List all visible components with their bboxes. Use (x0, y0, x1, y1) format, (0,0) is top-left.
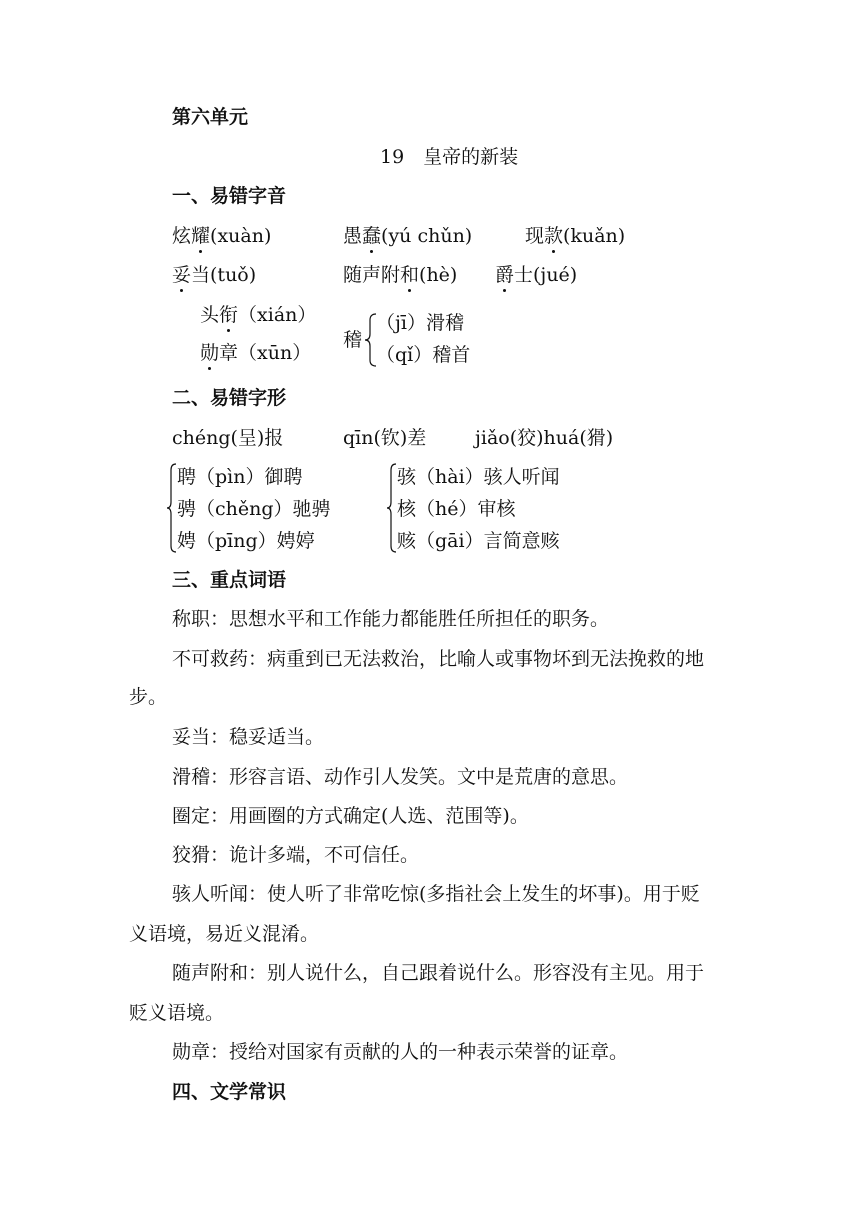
section-3-heading: 三、重点词语 (172, 569, 287, 591)
section-4-heading: 四、文学常识 (172, 1081, 287, 1103)
pron-item: 随声附和(hè) (343, 264, 458, 286)
vocab-line: 不可救药：病重到已无法救治，比喻人或事物坏到无法挽救的地 (172, 648, 705, 670)
pron-item: 愚蠢(yú chǔn) (343, 225, 473, 247)
pron-item: 妥当(tuǒ) (172, 264, 257, 286)
pron-item: 爵士(jué) (495, 264, 578, 286)
pron-item: 现款(kuǎn) (525, 225, 626, 247)
vocab-line: 步。 (129, 686, 168, 708)
pron-item: 勋章（xūn） (200, 342, 312, 364)
vocab-line: 狡猾：诡计多端，不可信任。 (172, 844, 420, 866)
form-group-a-item: 骋（chěng）驰骋 (177, 498, 331, 520)
form-group-b-item: 赅（gāi）言简意赅 (397, 530, 560, 552)
section-2-heading: 二、易错字形 (172, 387, 287, 409)
vocab-line: 义语境，易近义混淆。 (129, 923, 320, 945)
form-item: jiǎo(狡)huá(猾) (475, 427, 614, 449)
vocab-line: 贬义语境。 (129, 1002, 225, 1024)
vocab-line: 妥当：稳妥适当。 (172, 726, 325, 748)
section-1-heading: 一、易错字音 (172, 185, 287, 207)
pron-item: 头衔（xián） (200, 304, 317, 326)
form-group-a-item: 娉（pīng）娉婷 (177, 530, 315, 552)
polyphone-char: 稽 (343, 329, 363, 351)
vocab-line: 称职：思想水平和工作能力都能胜任所担任的职务。 (172, 608, 610, 630)
form-group-b-item: 骇（hài）骇人听闻 (397, 466, 560, 488)
form-group-a-item: 聘（pìn）御聘 (177, 466, 303, 488)
polyphone-reading: （jī）滑稽 (376, 312, 464, 334)
form-item: chéng(呈)报 (172, 427, 284, 449)
vocab-line: 骇人听闻：使人听了非常吃惊(多指社会上发生的坏事)。用于贬 (172, 883, 700, 905)
vocab-line: 圈定：用画圈的方式确定(人选、范围等)。 (172, 805, 529, 827)
unit-title: 第六单元 (172, 106, 249, 128)
lesson-title: 19 皇帝的新装 (380, 146, 519, 168)
form-group-b-item: 核（hé）审核 (397, 498, 516, 520)
vocab-line: 随声附和：别人说什么，自己跟着说什么。形容没有主见。用于 (172, 962, 705, 984)
vocab-line: 勋章：授给对国家有贡献的人的一种表示荣誉的证章。 (172, 1041, 629, 1063)
polyphone-reading: （qǐ）稽首 (376, 344, 471, 366)
form-item: qīn(钦)差 (343, 427, 427, 449)
pron-item: 炫耀(xuàn) (172, 225, 272, 247)
vocab-line: 滑稽：形容言语、动作引人发笑。文中是荒唐的意思。 (172, 766, 629, 788)
